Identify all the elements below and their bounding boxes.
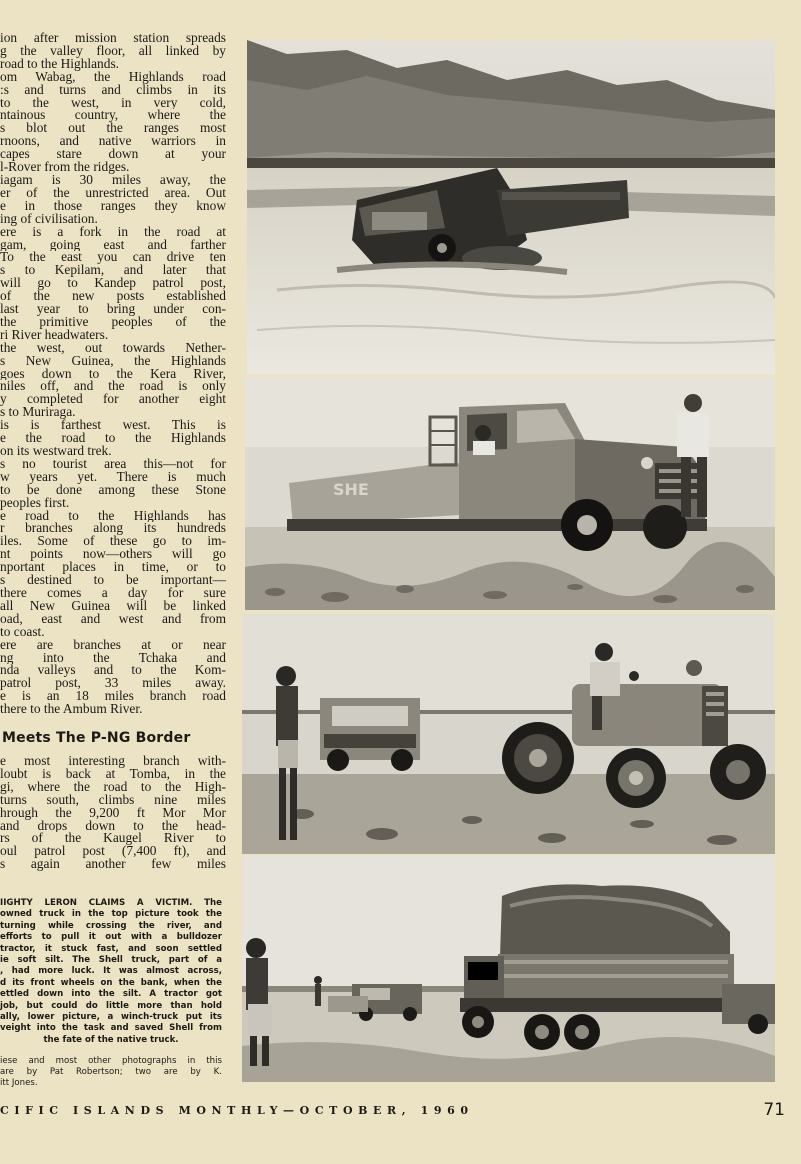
- text-line: there comes a day for sure: [0, 586, 226, 600]
- text-line: gi, where the road to the High-: [0, 780, 226, 794]
- text-line: turns south, climbs nine miles: [0, 793, 226, 807]
- text-line: e in those ranges they know: [0, 199, 226, 213]
- text-line: to be done among these Stone: [0, 483, 226, 497]
- text-line: on its westward trek.: [0, 445, 112, 458]
- text-line: owned truck in the top picture took the: [0, 909, 222, 920]
- text-line: is is farthest west. This is: [0, 419, 226, 433]
- text-line: loubt is back at Tomba, in the: [0, 767, 226, 781]
- photo-tractor-towing: [242, 614, 775, 854]
- text-line: hrough the 9,200 ft Mor Mor: [0, 806, 226, 820]
- text-line: ally, lower picture, a winch-truck put its: [0, 1012, 222, 1023]
- text-line: iles. Some of these go to im-: [0, 535, 226, 549]
- text-line: e the road to the Highlands: [0, 432, 226, 445]
- text-line: patrol post, 33 miles away.: [0, 677, 226, 691]
- text-line: iese and most other photographs in this: [0, 1056, 222, 1066]
- text-line: s to Kepilam, and later that: [0, 264, 226, 278]
- text-line: l-Rover from the ridges.: [0, 161, 130, 174]
- text-line: to coast.: [0, 625, 45, 639]
- text-line: ettled down into the silt. A tractor got: [0, 989, 222, 1000]
- text-line: peoples first.: [0, 496, 70, 510]
- text-line: g the valley floor, all linked by: [0, 44, 226, 58]
- text-line: gam, going east and farther: [0, 238, 226, 252]
- text-line: r branches along its hundreds: [0, 522, 226, 536]
- text-line: oad, east and west and from: [0, 612, 226, 626]
- text-line: ing of civilisation.: [0, 212, 98, 226]
- text-line: e most interesting branch with-: [0, 755, 226, 768]
- photo-caption: [0, 898, 222, 1046]
- text-line: IIGHTY LERON CLAIMS A VICTIM. The: [0, 898, 222, 908]
- text-line: nda valleys and to the Kom-: [0, 664, 226, 678]
- text-line: last year to bring under con-: [0, 303, 226, 316]
- text-line: the west, out towards Nether-: [0, 341, 226, 355]
- text-line: capes stare down at your: [0, 148, 226, 162]
- text-line: er of the unrestricted area. Out: [0, 186, 226, 200]
- text-line: tractor, it stuck fast, and soon settled: [0, 943, 222, 954]
- text-line: , had more luck. It was almost across,: [0, 966, 222, 977]
- text-line: the fate of the native truck.: [43, 1034, 179, 1045]
- text-line: :s and turns and climbs in its: [0, 83, 226, 97]
- text-line: nt points now—others will go: [0, 548, 226, 562]
- photo-shell-truck-in-silt: [245, 377, 775, 610]
- text-line: the primitive peoples of the: [0, 315, 226, 329]
- text-line: To the east you can drive ten: [0, 251, 226, 265]
- photo-native-truck-in-river: [247, 40, 775, 374]
- text-line: s again another few miles: [0, 858, 226, 872]
- text-line: nportant places in time, or to: [0, 561, 226, 575]
- text-line: s to Muriraga.: [0, 406, 76, 420]
- text-line: w years yet. There is much: [0, 470, 226, 484]
- text-line: s no tourist area this—not for: [0, 457, 226, 471]
- text-line: efforts to pull it out with a bulldozer: [0, 932, 222, 943]
- text-line: y completed for another eight: [0, 393, 226, 407]
- text-line: and drops down to the head-: [0, 819, 226, 833]
- text-line: job, but could do little more than hold: [0, 1000, 222, 1011]
- text-line: oul patrol post (7,400 ft), and: [0, 845, 226, 859]
- text-line: will go to Kandep patrol post,: [0, 277, 226, 291]
- text-line: all New Guinea will be linked: [0, 599, 226, 613]
- publication-footer: CIFIC ISLANDS MONTHLY—OCTOBER, 1960: [0, 1104, 474, 1117]
- text-line: rs of the Kaugel River to: [0, 832, 226, 846]
- text-line: iagam is 30 miles away, the: [0, 173, 226, 187]
- text-line: ion after mission station spreads: [0, 32, 226, 45]
- text-line: s blot out the ranges most: [0, 122, 226, 136]
- photo-winch-truck: [242, 856, 775, 1082]
- text-line: rnoons, and native warriors in: [0, 135, 226, 149]
- photo-credits: [0, 1056, 222, 1090]
- text-line: s New Guinea, the Highlands: [0, 354, 226, 368]
- text-line: ri River headwaters.: [0, 328, 109, 342]
- text-line: niles off, and the road is only: [0, 380, 226, 394]
- text-line: ie soft silt. The Shell truck, part of a: [0, 955, 222, 966]
- text-line: goes down to the Kera River,: [0, 367, 226, 381]
- text-line: ere is a fork in the road at: [0, 225, 226, 239]
- text-line: om Wabag, the Highlands road: [0, 70, 226, 84]
- text-line: there to the Ambum River.: [0, 703, 143, 717]
- text-line: e road to the Highlands has: [0, 509, 226, 523]
- article-column-1: [0, 32, 226, 716]
- text-line: of the new posts established: [0, 290, 226, 304]
- text-line: ntainous country, where the: [0, 109, 226, 123]
- text-line: are by Pat Robertson; two are by K.: [0, 1067, 222, 1078]
- text-line: e is an 18 miles branch road: [0, 690, 226, 704]
- text-line: ere are branches at or near: [0, 638, 226, 652]
- text-line: road to the Highlands.: [0, 57, 120, 71]
- text-line: turning while crossing the river, and: [0, 920, 222, 931]
- truck-logo-text: SHE: [333, 480, 369, 499]
- text-line: itt Jones.: [0, 1078, 38, 1089]
- article-column-2: [0, 755, 226, 871]
- text-line: s destined to be important—: [0, 574, 226, 587]
- section-heading: Meets The P-NG Border: [2, 730, 191, 746]
- text-line: to the west, in very cold,: [0, 96, 226, 110]
- text-line: d its front wheels on the bank, when the: [0, 977, 222, 988]
- text-line: veight into the task and saved Shell from: [0, 1023, 222, 1034]
- text-line: ng into the Tchaka and: [0, 651, 226, 665]
- page-number: 71: [763, 1100, 785, 1120]
